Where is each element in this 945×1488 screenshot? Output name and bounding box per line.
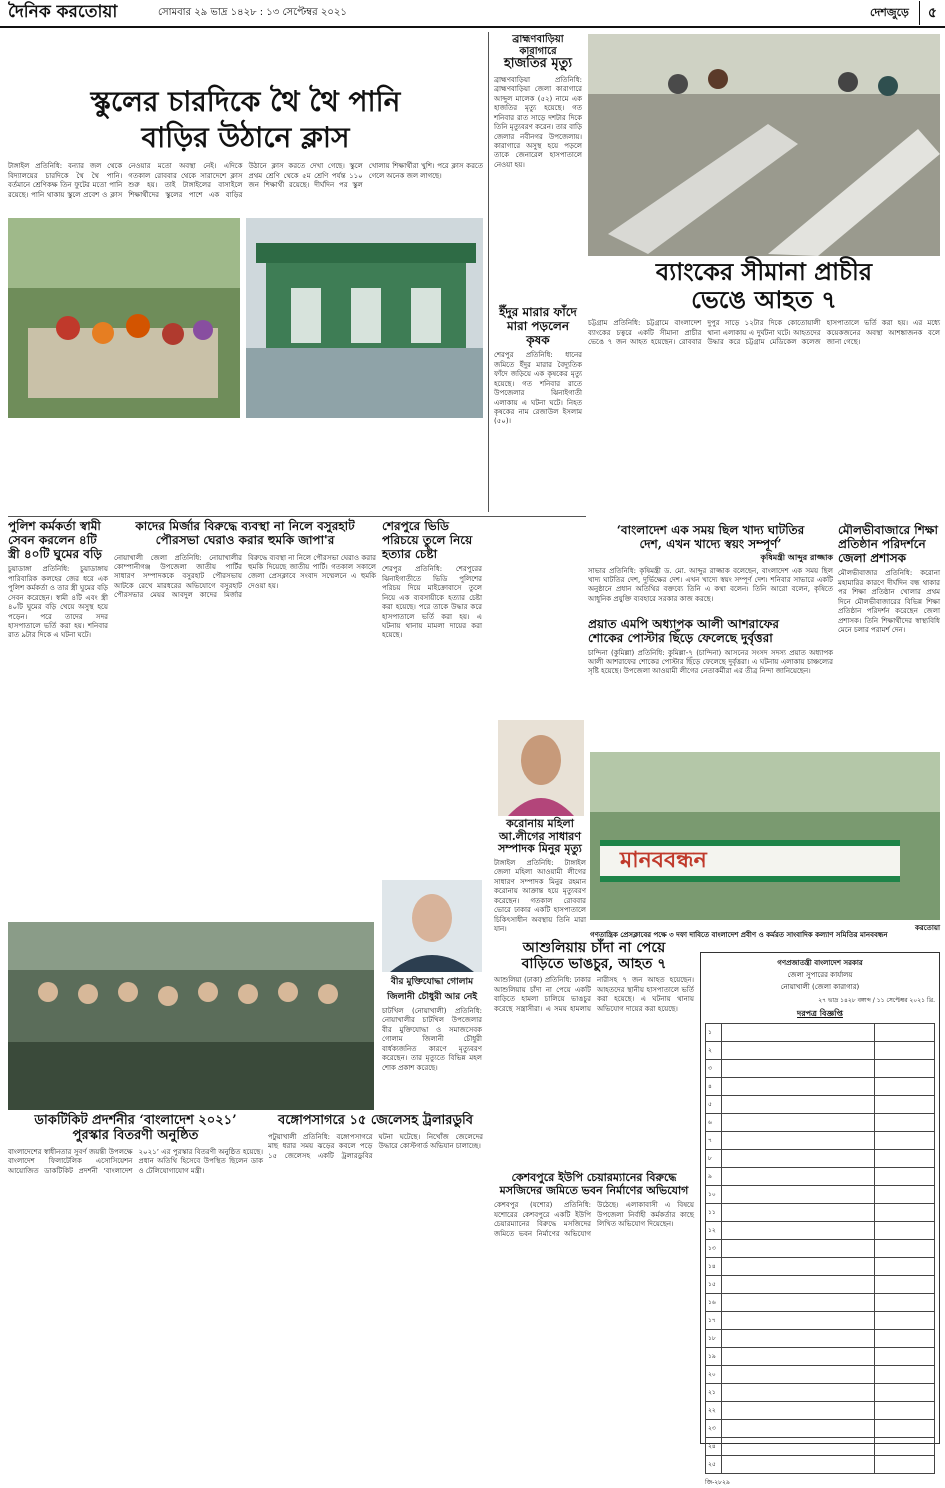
notice-row-value — [875, 1096, 935, 1114]
notice-row-number: ৯ — [706, 1168, 722, 1186]
notice-row — [706, 1240, 935, 1258]
article-mp-poster — [588, 618, 833, 746]
notice-row — [706, 1294, 935, 1312]
notice-row — [706, 1366, 935, 1384]
notice-row-value — [875, 1258, 935, 1276]
photo-collapsed-wall — [588, 34, 940, 256]
notice-row — [706, 1222, 935, 1240]
headline-corona: করোনায় মহিলা আ.লীগের সাধারণ সম্পাদক মিনুর মৃত্যু — [498, 817, 582, 856]
kicker: ব্রাহ্মণবাড়িয়া কারাগারে — [512, 34, 564, 57]
article-mirza — [114, 520, 376, 920]
article-sherpur — [382, 520, 482, 720]
photo-outdoor-class-image — [8, 218, 240, 418]
notice-table — [705, 1023, 935, 1474]
notice-row — [706, 1348, 935, 1366]
notice-row-number: ৮ — [706, 1150, 722, 1168]
notice-row — [706, 1276, 935, 1294]
notice-row-details — [722, 1420, 875, 1438]
notice-row-number: ২৫ — [706, 1456, 722, 1474]
notice-row-number: ১৪ — [706, 1258, 722, 1276]
article-body: টাঙ্গাইল প্রতিনিধি: বন্যার জল থেকে বিদ্যালয়ের চারদিকে থৈ থৈ পানি। বর্তমানে শ্রেণিকক্ষ তিন ফুটের মতো পানি রয়েছে। পানি থাকায় স্কুলে প্রবেশ ও ক্লাস নেওয়ার মতো অবস্থা নেই। এদিকে গতকাল রোববার থেকে সারাদেশে ক্লাস শুরু হয়। তাই টাঙ্গাইলের বাসাইলে শিক্ষার্থীদের স্কুলের পাশে এক বাড়ির উঠানে ক্লাস করতে দেখা গেছে। স্কুলে প্রথম শ্রেণি থেকে ৫ম শ্রেণি পর্যন্ত ১১০ জন শিক্ষার্থী রয়েছে। দীর্ঘদিন পর স্কুল খোলায় শিক্ষার্থীরা খুশি। পরে ক্লাস করতে গেলে অনেক জল লাগছে। — [8, 162, 483, 199]
notice-footer: জি-২৮২৯ — [705, 1479, 730, 1486]
article-ashulia — [494, 940, 694, 1170]
notice-row-details — [722, 1366, 875, 1384]
notice-row-number: ৪ — [706, 1078, 722, 1096]
article-body: কেশবপুর (যশোর) প্রতিনিধি: যশোরের কেশবপুরে একটি ইউপি চেয়ারম্যানের বিরুদ্ধে মসজিদের জমিতে ভবন নির্মাণের অভিযোগ উঠেছে। এলাকাবাসী এ বিষয়ে উপজেলা নির্বাহী কর্মকর্তার কাছে লিখিত অভিযোগ দিয়েছেন। — [494, 1201, 694, 1238]
portrait-freedom-fighter — [382, 880, 482, 972]
notice-heading-3: নোয়াখালী (জেলা কারাগার) — [780, 983, 860, 991]
notice-row — [706, 1384, 935, 1402]
headline-police: পুলিশ কর্মকর্তা স্বামী সেবন করলেন ৪টি স্ত্রী ৪০টি ঘুমের বড়ি — [8, 519, 102, 561]
notice-row-details — [722, 1258, 875, 1276]
article-police-pills — [8, 520, 108, 920]
headline-bank-1: ব্যাংকের সীমানা প্রাচীর — [655, 257, 873, 286]
notice-row-value — [875, 1348, 935, 1366]
notice-row — [706, 1258, 935, 1276]
dateline: সোমবার ২৯ ভাদ্র ১৪২৮ : ১৩ সেপ্টেম্বর ২০২১ — [158, 6, 347, 18]
headline-sherpur: শেরপুরে ভিডি পরিচয়ে তুলে নিয়ে হত্যার চেষ্টা — [382, 519, 473, 561]
notice-row-value — [875, 1420, 935, 1438]
article-keshabpur — [494, 1172, 694, 1444]
notice-row-number: ১৬ — [706, 1294, 722, 1312]
notice-row-details — [722, 1096, 875, 1114]
headline-rat-trap: ইঁদুর মারার ফাঁদে মারা পড়লেন কৃষক — [499, 305, 577, 347]
notice-row-details — [722, 1240, 875, 1258]
headline-ashulia-2: বাড়িতে ভাঙচুর, আহত ৭ — [521, 956, 667, 973]
headline-award-1: ডাকটিকিট প্রদর্শনীর ‘বাংলাদেশ ২০২১’ — [34, 1113, 237, 1128]
notice-row — [706, 1204, 935, 1222]
notice-row — [706, 1114, 935, 1132]
notice-row-value — [875, 1060, 935, 1078]
notice-row-details — [722, 1402, 875, 1420]
notice-row-details — [722, 1024, 875, 1042]
article-body: চট্টগ্রাম প্রতিনিধি: চট্টগ্রামে বাংলাদেশ ব্যাংকের চত্বরে একটি সীমানা প্রাচীর ভেঙে ৭ জন আহত হয়েছেন। রোববার দুপুর সাড়ে ১২টার দিকে কোতোয়ালী থানা এলাকায় এ দুর্ঘটনা ঘটে। আহতদের উদ্ধার করে চট্টগ্রাম মেডিকেল কলেজ হাসপাতালে ভর্তি করা হয়। এর মধ্যে কয়েকজনের অবস্থা আশঙ্কাজনক বলে জানা গেছে। — [588, 319, 940, 347]
notice-row-details — [722, 1312, 875, 1330]
notice-row-value — [875, 1384, 935, 1402]
article-body: মৌলভীবাজার প্রতিনিধি: করোনা মহামারির কারণে দীর্ঘদিন বন্ধ থাকার পর শিক্ষা প্রতিষ্ঠান খোলার প্রথম দিনে মৌলভীবাজারের বিভিন্ন শিক্ষা প্রতিষ্ঠান পরিদর্শন করেছেন জেলা প্রশাসক। তিনি শিক্ষার্থীদের স্বাস্থ্যবিধি মেনে চলার পরামর্শ দেন। — [838, 569, 940, 635]
photo-award-ceremony-image — [8, 922, 374, 1110]
article-body: নোয়াখালী জেলা প্রতিনিধি: নোয়াখালীর কোম্পানীগঞ্জ উপজেলা জাতীয় পার্টির সাধারণ সম্পাদককে বসুরহাট পৌরসভায় আটকে রেখে মারধরের অভিযোগে বসুরহাট পৌরসভার মেয়র আবদুল কাদের মির্জার বিরুদ্ধে ব্যবস্থা না নিলে পৌরসভা ঘেরাও করার হুমকি দিয়েছে জাতীয় পার্টি। গতকাল সকালে জেলা প্রেসক্লাবে সংবাদ সম্মেলনে এ হুমকি দেওয়া হয়। — [114, 553, 376, 600]
notice-row-number: ১৭ — [706, 1312, 722, 1330]
notice-date: ২৭ ভাদ্র ১৪২৮ বঙ্গাব্দ / ১১ সেপ্টেম্বর ২০২১ খ্রি. — [818, 997, 935, 1004]
notice-row-number: ১৯ — [706, 1348, 722, 1366]
notice-row-value — [875, 1294, 935, 1312]
notice-row-value — [875, 1240, 935, 1258]
article-body: টাঙ্গাইল প্রতিনিধি: টাঙ্গাইল জেলা মহিলা আওয়ামী লীগের সাধারণ সম্পাদক মিনুর রহমান করোনায় আক্রান্ত হয়ে মৃত্যুবরণ করেছেন। গতকাল রোববার ভোরে ঢাকার একটি হাসপাতালে চিকিৎসাধীন অবস্থায় তিনি মারা যান। — [494, 858, 586, 933]
article-body: শেরপুর প্রতিনিধি: ধানের জমিতে ইঁদুর মারার বৈদ্যুতিক ফাঁদে জড়িয়ে এক কৃষকের মৃত্যু হয়েছে। গত শনিবার রাতে উপজেলার ঝিনাইগাতী এলাকায় এ ঘটনা ঘটে। নিহত কৃষকের নাম রেজাউল ইসলাম (৫০)। — [494, 351, 582, 426]
notice-row-number: ৩ — [706, 1060, 722, 1078]
notice-row-details — [722, 1186, 875, 1204]
masthead — [0, 0, 945, 28]
notice-row-number: ১৮ — [706, 1330, 722, 1348]
headline-jail: হাজতির মৃত্যু — [503, 56, 573, 71]
photo-flooded-school — [246, 218, 483, 418]
notice-heading-1: গণপ্রজাতন্ত্রী বাংলাদেশ সরকার — [777, 959, 863, 967]
article-body: চাটখিল (নোয়াখালী) প্রতিনিধি: নোয়াখালীর চাটখিল উপজেলার বীর মুক্তিযোদ্ধা ও সমাজসেবক গোলাম জিলানী চৌধুরী বার্ধক্যজনিত কারণে মৃত্যুবরণ করেছেন। তার মৃত্যুতে বিভিন্ন মহল শোক প্রকাশ করেছে। — [382, 1007, 482, 1072]
headline-moulvibazar: মৌলভীবাজারে শিক্ষা প্রতিষ্ঠান পরিদর্শনে জেলা প্রশাসক — [838, 523, 938, 565]
photo-outdoor-class — [8, 218, 240, 418]
portrait-freedom-fighter-image — [382, 880, 482, 972]
notice-row-value — [875, 1150, 935, 1168]
article-body: ব্রাহ্মণবাড়িয়া প্রতিনিধি: ব্রাহ্মণবাড়িয়া জেলা কারাগারে আব্দুল মালেক (৫২) নামে এক হাজতির মৃত্যু হয়েছে। গত শনিবার রাত সাড়ে দশটার দিকে তিনি মৃত্যুবরণ করেন। তার বাড়ি জেলার নবীনগর উপজেলায়। কারাগারে অসুস্থ হয়ে পড়লে তাকে জেনারেল হাসপাতালে নেওয়া হয়। — [494, 75, 582, 169]
notice-row — [706, 1456, 935, 1474]
freedom-fighter-caption: বীর মুক্তিযোদ্ধা গোলাম জিলানী চৌধুরী আর নেই — [386, 977, 478, 1002]
photo-award-ceremony — [8, 922, 374, 1110]
headline-food-2: দেশ, এখন খাদ্যে স্বয়ং সম্পূর্ণ’ — [639, 536, 782, 551]
notice-row-details — [722, 1132, 875, 1150]
notice-row-number: ২ — [706, 1042, 722, 1060]
headline-bank-2: ভেঙে আহত ৭ — [691, 284, 837, 314]
notice-row-number: ২২ — [706, 1402, 722, 1420]
notice-row — [706, 1438, 935, 1456]
notice-row-number: ১২ — [706, 1222, 722, 1240]
notice-row-number: ২১ — [706, 1384, 722, 1402]
article-body: পটুয়াখালী প্রতিনিধি: বঙ্গোপসাগরে মাছ ধরার সময় ঝড়ের কবলে পড়ে ১৫ জেলেসহ একটি ট্রলারডুবির ঘটনা ঘটেছে। নিখোঁজ জেলেদের উদ্ধারে কোস্টগার্ড অভিযান চালাচ্ছে। — [268, 1132, 483, 1160]
article-corona-death — [494, 818, 586, 938]
notice-row — [706, 1312, 935, 1330]
notice-row-number: ২৩ — [706, 1420, 722, 1438]
tender-notice — [700, 952, 940, 1486]
attribution: কৃষিমন্ত্রী আব্দুর রাজ্জাক — [760, 552, 833, 562]
newspaper-logo: দৈনিক করতোয়া — [8, 2, 118, 22]
article-body: শেরপুর প্রতিনিধি: শেরপুরের ঝিনাইগাতীতে ভিডি পুলিশের পরিচয় দিয়ে মাইক্রোবাসে তুলে নিয়ে এক ব্যবসায়ীকে হত্যার চেষ্টা করা হয়েছে। পরে তাকে উদ্ধার করে হাসপাতালে ভর্তি করা হয়। এ ঘটনায় থানায় মামলা দায়ের করা হয়েছে। — [382, 565, 482, 640]
notice-row-value — [875, 1312, 935, 1330]
notice-row-value — [875, 1042, 935, 1060]
notice-row-value — [875, 1204, 935, 1222]
portrait-minu-image — [498, 720, 584, 816]
notice-row-number: ১ — [706, 1024, 722, 1042]
headline-mp-1: প্রয়াত এমপি অধ্যাপক আলী আশরাফের — [588, 617, 779, 631]
notice-row-details — [722, 1456, 875, 1474]
notice-row — [706, 1132, 935, 1150]
notice-row-value — [875, 1276, 935, 1294]
article-rat-trap — [494, 306, 582, 536]
headline-mirza-1: কাদের মির্জার বিরুদ্ধে ব্যবস্থা না নিলে বসুরহাট — [135, 519, 355, 533]
article-trawler — [268, 1114, 483, 1444]
notice-row-number: ১৩ — [706, 1240, 722, 1258]
notice-row-details — [722, 1204, 875, 1222]
photo-human-chain — [590, 752, 940, 920]
headline-food-1: ‘বাংলাদেশ এক সময় ছিল খাদ্য ঘাটতির — [616, 523, 805, 537]
notice-row — [706, 1186, 935, 1204]
caption-text: গণতান্ত্রিক প্রেসক্লাবের পক্ষে ৩ দফা দাবিতে বাংলাদেশ প্রবীণ ও কর্মরত সাংবাদিক কল্যাণ সমিতির মানববন্ধন — [590, 931, 888, 939]
notice-row-number: ২৪ — [706, 1438, 722, 1456]
article-body: বাংলাদেশের স্বাধীনতার সুবর্ণ জয়ন্তী উপলক্ষে বাংলাদেশ ফিলাটেলিক এসোসিয়েশন আয়োজিত ডাকটিকিট প্রদর্শনী ‘বাংলাদেশ ২০২১’ এর পুরস্কার বিতরণী অনুষ্ঠিত হয়েছে। প্রধান অতিথি হিসেবে উপস্থিত ছিলেন ডাক ও টেলিযোগাযোগ মন্ত্রী। — [8, 1147, 263, 1175]
section-title: দেশজুড়ে — [870, 5, 909, 19]
headline-ashulia-1: আশুলিয়ায় চাঁদা না পেয়ে — [522, 940, 666, 956]
article-body: সাভার প্রতিনিধি: কৃষিমন্ত্রী ড. মো. আব্দুর রাজ্জাক বলেছেন, বাংলাদেশ এক সময় ছিল খাদ্য ঘাটতির দেশ, দুর্ভিক্ষের দেশ। এখন খাদ্যে স্বয়ং সম্পূর্ণ দেশ। শনিবার সাভারে একটি অনুষ্ঠানে প্রধান অতিথির বক্তব্যে তিনি এ কথা বলেন। তিনি আরো বলেন, কৃষিতে আধুনিক প্রযুক্তি ব্যবহারে সরকার কাজ করছে। — [588, 566, 833, 603]
notice-row — [706, 1168, 935, 1186]
notice-row-details — [722, 1060, 875, 1078]
notice-row-value — [875, 1186, 935, 1204]
headline-trawler: বঙ্গোপসাগরে ১৫ জেলেসহ ট্রলারডুবি — [278, 1113, 473, 1128]
article-stamp-award — [8, 1114, 263, 1444]
article-body: চুয়াডাঙ্গা প্রতিনিধি: চুয়াডাঙ্গায় পারিবারিক কলহের জের ধরে এক পুলিশ কর্মকর্তা ও তার স্ত্রী ঘুমের বড়ি সেবন করেছেন। স্বামী ৪টি এবং স্ত্রী ৪০টি ঘুমের বড়ি খেয়ে অসুস্থ হয়ে পড়েন। পরে তাদের সদর হাসপাতালে ভর্তি করা হয়। শনিবার রাত ৯টার দিকে এ ঘটনা ঘটে। — [8, 565, 108, 640]
notice-row — [706, 1150, 935, 1168]
notice-row-number: ৬ — [706, 1114, 722, 1132]
notice-heading-2: জেলা সুপারের কার্যালয় — [787, 971, 853, 979]
article-school-flood — [8, 86, 483, 512]
notice-row-value — [875, 1132, 935, 1150]
notice-row — [706, 1420, 935, 1438]
photo-credit: করতোয়া — [915, 924, 940, 932]
notice-row-details — [722, 1222, 875, 1240]
portrait-minu — [498, 720, 584, 816]
notice-row — [706, 1330, 935, 1348]
banner-text: মানববন্ধন — [620, 847, 707, 873]
headline-mp-2: শোকের পোস্টার ছিঁড়ে ফেলেছে দুর্বৃত্তরা — [588, 630, 773, 645]
notice-row-details — [722, 1294, 875, 1312]
notice-row-details — [722, 1042, 875, 1060]
notice-row-details — [722, 1276, 875, 1294]
notice-row-details — [722, 1348, 875, 1366]
notice-row-value — [875, 1402, 935, 1420]
notice-row-value — [875, 1222, 935, 1240]
article-bank-wall — [588, 258, 940, 520]
notice-row-value — [875, 1114, 935, 1132]
notice-row-number: ১১ — [706, 1204, 722, 1222]
headline-school-2: বাড়ির উঠানে ক্লাস — [141, 121, 350, 155]
article-body: আশুলিয়া (ঢাকা) প্রতিনিধি: ঢাকার আশুলিয়ায় চাঁদা না পেয়ে একটি বাড়িতে হামলা চালিয়ে ভাঙচুর করেছে সন্ত্রাসীরা। এ সময় হামলায় নারীসহ ৭ জন আহত হয়েছেন। আহতদের স্থানীয় হাসপাতালে ভর্তি করা হয়েছে। এ ঘটনায় থানায় অভিযোগ দায়ের করা হয়েছে। — [494, 976, 694, 1013]
notice-row — [706, 1078, 935, 1096]
notice-row-value — [875, 1330, 935, 1348]
notice-row-details — [722, 1384, 875, 1402]
notice-row — [706, 1060, 935, 1078]
notice-row-number: ১৫ — [706, 1276, 722, 1294]
notice-row-value — [875, 1438, 935, 1456]
notice-row — [706, 1024, 935, 1042]
notice-row — [706, 1096, 935, 1114]
notice-row-details — [722, 1114, 875, 1132]
photo-collapsed-wall-image — [588, 34, 940, 256]
photo-flooded-school-image — [246, 218, 483, 418]
notice-row-number: ৭ — [706, 1132, 722, 1150]
article-food-sufficiency — [588, 524, 833, 614]
notice-title: দরপত্র বিজ্ঞপ্তি — [797, 1009, 843, 1018]
page-number: ৫ — [919, 1, 937, 25]
article-body-continued — [8, 426, 483, 512]
photo-human-chain-image — [590, 752, 940, 920]
notice-row-number: ১০ — [706, 1186, 722, 1204]
notice-row-value — [875, 1366, 935, 1384]
notice-row — [706, 1042, 935, 1060]
notice-row-number: ২০ — [706, 1366, 722, 1384]
article-jail-death — [494, 34, 582, 304]
notice-row-value — [875, 1078, 935, 1096]
notice-row-number: ৫ — [706, 1096, 722, 1114]
notice-row — [706, 1402, 935, 1420]
notice-row-details — [722, 1438, 875, 1456]
notice-row-value — [875, 1024, 935, 1042]
notice-row-details — [722, 1150, 875, 1168]
notice-row-value — [875, 1168, 935, 1186]
column-divider — [488, 32, 489, 512]
section-divider — [8, 516, 586, 517]
notice-row-details — [722, 1168, 875, 1186]
notice-row-details — [722, 1078, 875, 1096]
headline-award-2: পুরস্কার বিতরণী অনুষ্ঠিত — [72, 1127, 199, 1143]
headline-keshabpur: কেশবপুরে ইউপি চেয়ারম্যানের বিরুদ্ধে মসজিদের জমিতে ভবন নির্মাণের অভিযোগ — [499, 1171, 689, 1197]
notice-row-value — [875, 1456, 935, 1474]
headline-school-1: স্কুলের চারদিকে থৈ থৈ পানি — [90, 85, 401, 118]
article-body: চান্দিনা (কুমিল্লা) প্রতিনিধি: কুমিল্লা-৭ (চান্দিনা) আসনের সংসদ সদস্য প্রয়াত অধ্যাপক আলী আশরাফের শোকের পোস্টার ছিঁড়ে ফেলেছে দুর্বৃত্তরা। এ ঘটনায় এলাকায় চাঞ্চল্যের সৃষ্টি হয়েছে। উপজেলা আওয়ামী লীগের নেতাকর্মীরা এর তীব্র নিন্দা জানিয়েছেন। — [588, 648, 833, 676]
headline-mirza-2: পৌরসভা ঘেরাও করার হুমকি জাপা'র — [155, 532, 335, 547]
notice-row-details — [722, 1330, 875, 1348]
